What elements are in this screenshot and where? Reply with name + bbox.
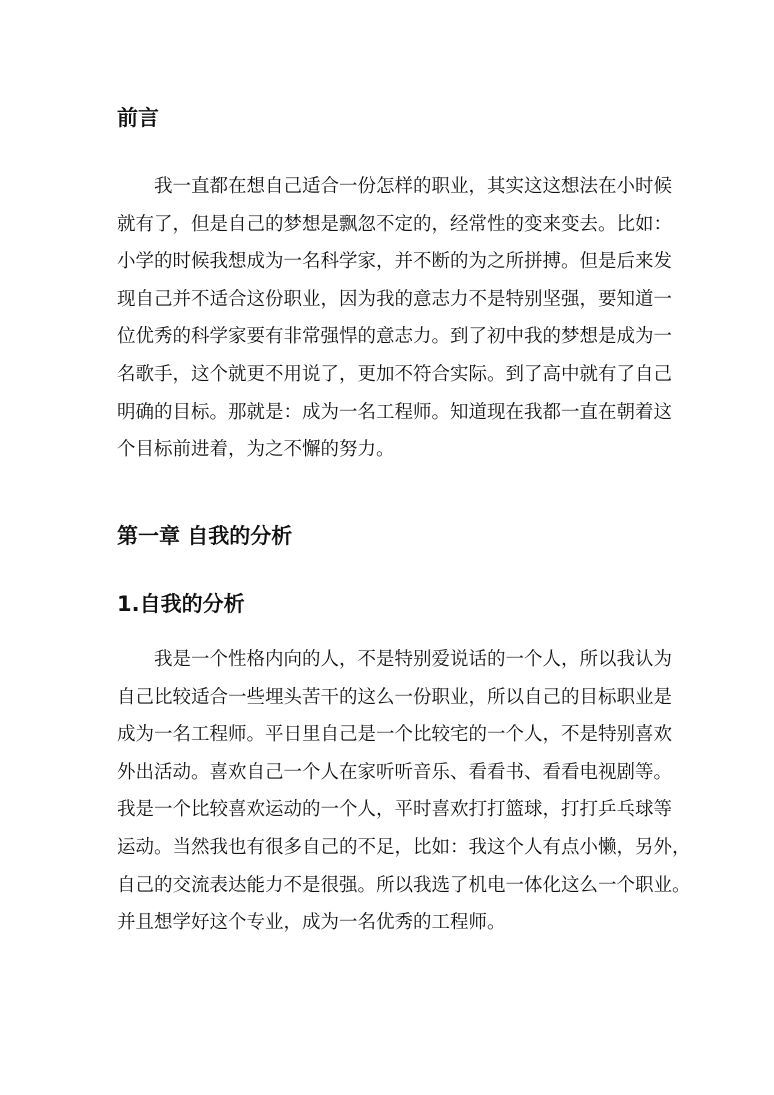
text-line: 我是一个比较喜欢运动的一个人，平时喜欢打打篮球，打打乒乓球等 bbox=[117, 799, 673, 821]
text-line: 现自己并不适合这份职业，因为我的意志力不是特别坚强，要知道一 bbox=[117, 288, 673, 310]
text-line: 成为一名工程师。平日里自己是一个比较宅的一个人，不是特别喜欢 bbox=[117, 724, 673, 746]
section-paragraph bbox=[117, 641, 691, 942]
text-line: 运动。当然我也有很多自己的不足，比如：我这个人有点小懒，另外， bbox=[117, 836, 691, 858]
text-line: 小学的时候我想成为一名科学家，并不断的为之所拼搏。但是后来发 bbox=[117, 251, 673, 273]
section-heading: 1.自我的分析 bbox=[117, 592, 245, 616]
chapter-heading: 第一章 自我的分析 bbox=[117, 523, 293, 548]
text-line: 名歌手，这个就更不用说了，更加不符合实际。到了高中就有了自己 bbox=[117, 363, 673, 385]
preface-paragraph bbox=[117, 168, 677, 469]
text-line: 自己的交流表达能力不是很强。所以我选了机电一体化这么一个职业。 bbox=[117, 874, 691, 896]
preface-heading: 前言 bbox=[117, 105, 159, 130]
text-line: 个目标前进着，为之不懈的努力。 bbox=[117, 439, 395, 461]
text-line: 并且想学好这个专业，成为一名优秀的工程师。 bbox=[117, 912, 506, 934]
text-line: 我是一个性格内向的人，不是特别爱说话的一个人，所以我认为 bbox=[154, 649, 673, 670]
text-line: 外出活动。喜欢自己一个人在家听听音乐、看看书、看看电视剧等。 bbox=[117, 761, 673, 783]
text-line: 自己比较适合一些埋头苦干的这么一份职业，所以自己的目标职业是 bbox=[117, 686, 673, 708]
text-line: 位优秀的科学家要有非常强悍的意志力。到了初中我的梦想是成为一 bbox=[117, 326, 673, 348]
text-line: 就有了，但是自己的梦想是飘忽不定的，经常性的变来变去。比如： bbox=[117, 213, 673, 235]
text-line: 我一直都在想自己适合一份怎样的职业，其实这这想法在小时候 bbox=[154, 176, 673, 197]
text-line: 明确的目标。那就是：成为一名工程师。知道现在我都一直在朝着这 bbox=[117, 401, 673, 423]
